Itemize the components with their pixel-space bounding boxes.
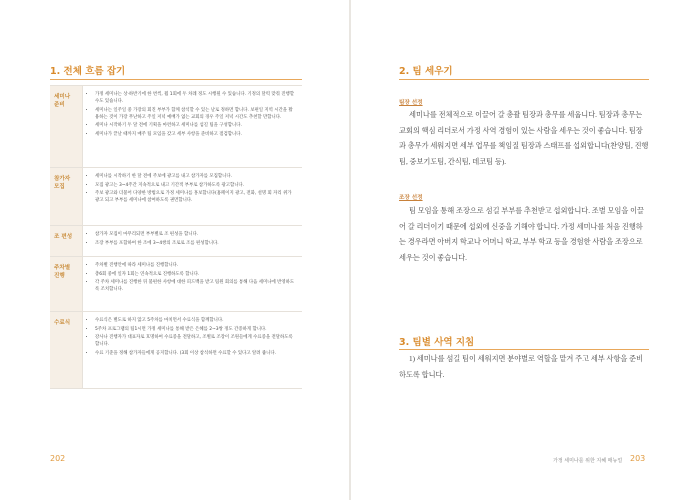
paragraph-group-leader: 팀 모임을 통해 조장으로 섬길 부부를 추천받고 섭외합니다. 조별 모임을 이끌어 갈 리더이기 때문에 섭외에 신중을 기해야 합니다. 가정 세미나를 처음 진행하는 경우라면 아버지 학교나 어머니 학교, 부부 학교 등을 경험한 사람을 조장으로 세우는 것이 좋습니다. (399, 207, 645, 262)
list-item: • 강사나 진행자가 대표자로 호명하여 수료증을 전달하고, 조별로 조장이 조원들에게 수료증을 전달하도록 합니다. (95, 334, 296, 348)
row-label-completion-ceremony: 수료식 (50, 312, 83, 388)
paragraph-team-leader: 세미나를 전체적으로 이끌어 갈 총괄 팀장과 총무를 세웁니다. 팀장과 총무는 교회의 핵심 리더로서 가정 사역 경험이 있는 사람을 세우는 것이 좋습니다. 팀장과 총무가 세워지면 세부 업무를 책임질 팀장과 스태프를 섭외합니다(찬양팀, 진행팀, 중보기도팀, 간식팀, 데코팀 등). (399, 111, 649, 166)
section-rule (50, 79, 302, 80)
paragraph-team-guidelines: 1) 세미나를 섬길 팀이 세워지면 분야별로 역할을 맡겨 주고 세부 사항을 준비하도록 합니다. (399, 355, 644, 379)
row-label-weekly-progress: 주차별 진행 (50, 257, 83, 311)
list-item: • 수료 기준을 정해 참가자들에게 공지합니다. (3회 이상 참석하면 수료할 수 있다고 알려 줍니다. (95, 350, 296, 357)
running-footer: 가정 세미나를 위한 지혜 매뉴얼 (553, 458, 623, 464)
row-content (83, 86, 302, 167)
left-page (0, 0, 349, 500)
table-row (50, 226, 302, 257)
list-item: • 주보 광고와 더불어 다양한 방법으로 가정 세미나를 홍보합니다(홈페이지 광고, 전화, 설명 회 자리 위가 광고 되고 부부를 세미나에 참여하도록 권면합니다. (95, 190, 296, 204)
list-item: • 모집 광고는 3~4주간 지속적으로 내고 기간적 부부로 참가하도록 광고합니다. (95, 182, 296, 189)
flow-table (50, 85, 302, 389)
list-item: • 각 주차 세미나를 진행한 뒤 불편한 사항에 대한 피드백을 받고 팀원 회의를 통해 다음 세미나에 반영하도록 조치합니다. (95, 279, 296, 293)
page-number-right: 203 (630, 454, 646, 463)
list-item: • 세미나 시작하기 두 달 전에 기획을 마련하고 세미나를 섬길 팀을 구성합니다. (95, 122, 296, 129)
row-content (83, 312, 302, 388)
list-item: • 수료식은 별도로 하지 않고 5주차를 마치면서 수료식을 함께합니다. (95, 317, 296, 324)
list-item: • 가정 세미나는 상·하반기에 한 번씩, 월 1회에 두 차례 정도 시행될 수 있습니다. 기정의 달력 맞춰 진행할 수도 있습니다. (95, 91, 296, 105)
table-row (50, 257, 302, 312)
list-item: • 참가자 모집이 마무리되면 부부별로 조 편성을 합니다. (95, 231, 296, 238)
section-title-team-guidelines: 3. 팀별 사역 지침 (399, 337, 475, 348)
row-content (83, 257, 302, 311)
section-title-team-building: 2. 팀 세우기 (399, 66, 453, 77)
row-label-seminar-prep: 세미나 준비 (50, 86, 83, 167)
row-label-recruitment: 참가자 모집 (50, 168, 83, 225)
section-rule (399, 79, 649, 80)
list-item: • 조장 부부를 포함하여 한 조에 3~4쌍의 조로로 조를 편성합니다. (95, 240, 296, 247)
table-row (50, 312, 302, 389)
page-number-left: 202 (50, 454, 66, 463)
table-row (50, 168, 302, 226)
row-label-group-assignment: 조 편성 (50, 226, 83, 256)
row-content (83, 226, 302, 256)
list-item: • 세미나가 끝날 때까지 매주 팀 모임을 갖고 세부 사항을 준비하고 점검합니다. (95, 131, 296, 138)
subhead-group-leader: 조장 선정 (399, 195, 423, 201)
list-item: • 5주차 프로그램의 팀1시면 가정 세미나를 통해 받은 은혜를 2~3쌍 정도 간증하게 합니다. (95, 326, 296, 333)
table-row (50, 85, 302, 168)
section-rule (399, 349, 649, 350)
row-content (83, 168, 302, 225)
list-item: • 주차별 진행안에 따라 세미나를 진행합니다. (95, 262, 296, 269)
list-item: • 세미나는 일주일 중 가장의 회진 부부가 함께 참석할 수 있는 날로 정하면 합니다. 보편일 지역 시간을 활용하는 것이 가장 무난하고 주일 저녁 예배가 없는 교회의 경우 주일 저녁 시간도 추천할 만합니다. (95, 107, 296, 121)
list-item: • 총6회 중에 일자 1회는 연속적으로 진행하도록 합니다. (95, 271, 296, 278)
list-item: • 세미나를 시작하기 한 달 전에 주보에 광고를 내고 참가자를 모집합니다. (95, 173, 296, 180)
subhead-team-leader: 팀장 선정 (399, 100, 423, 106)
section-title-overall-flow: 1. 전체 흐름 잡기 (50, 66, 126, 77)
